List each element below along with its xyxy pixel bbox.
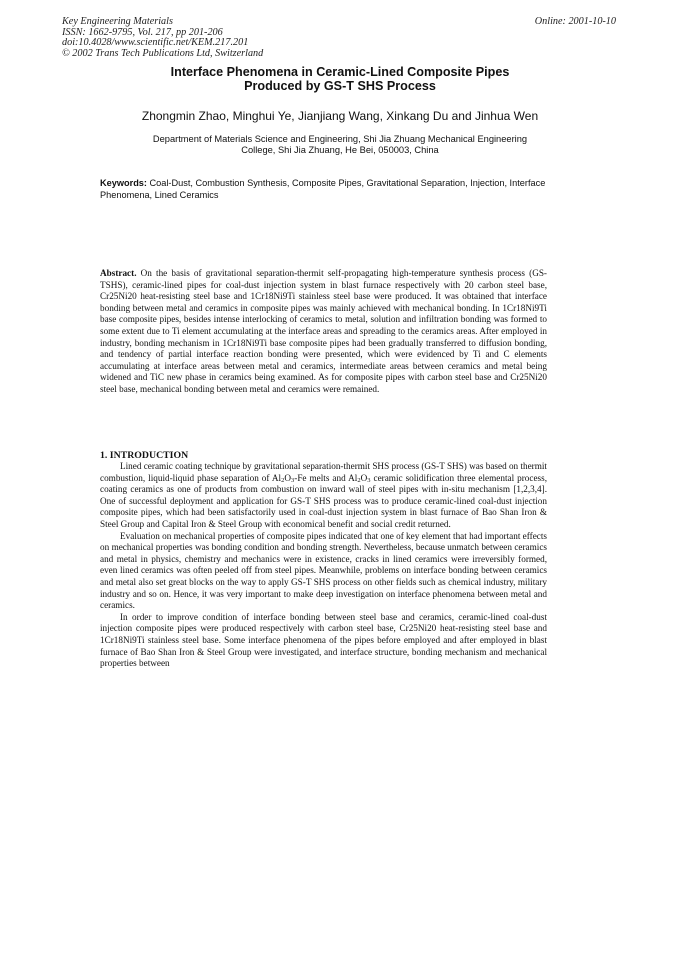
introduction-paragraph-2: Evaluation on mechanical properties of composite pipes indicated that one of key element that had important effects on mechanical properties was bonding condition and bonding strength. Nevertheless, because unmatch between ceramics and metal in physics, chemistry and mechanics were in existence, cracks in lined ceramics were irreversibly formed, even lined ceramics was often peeled off from steel pipes. Meanwhile, problems on interface bonding between ceramics and metal also set great blocks on the way to apply GS-T SHS process on other fields such as chemical industry, military industry and so on. Hence, it was very important to make deep investigation on interface phenomena between metal and ceramics. [100,530,547,611]
section-heading-introduction: 1. INTRODUCTION [100,450,189,461]
paper-title [62,65,618,93]
introduction-paragraph-3: In order to improve condition of interface bonding between steel base and ceramics, ceramic-lined coal-dust injection composite pipes were produced respectively with carbon steel base, Cr25Ni20 heat-resisting steel base and 1Cr18Ni9Ti stainless steel base. Some interface phenomena of the pipes before employed and after employed in blast furnace of Bao Shan Iron & Steel Group were investigated, and interface structure, bonding mechanism and mechanical properties between [100,611,547,669]
paper-title-line-1: Interface Phenomena in Ceramic-Lined Composite Pipes [170,65,510,79]
paper-title-line-2: Produced by GS-T SHS Process [244,79,436,93]
introduction-paragraph-1: Lined ceramic coating technique by gravitational separation-thermit SHS process (GS-T SHS) was based on thermit combustion, liquid-liquid phase separation of $Al_2O_3-Fe$ melts and $Al_2O_3$ ceramic solidification three elemental process, coating ceramics as one of products from combustion on inward wall of steel pipes with in-situ mechanism [1,2,3,4]. One of successful deployment and application for GS-T SHS process was to produce ceramic-lined coal-dust injection composite pipes, which had been satisfactorily used in coal-dust injection system in blast furnace of Bao Shan Iron & Steel Group and Capital Iron & Steel Group with economical benefit and social credit returned. [100,461,547,529]
author-list: Zhongmin Zhao, Minghui Ye, Jianjiang Wang, Xinkang Du and Jinhua Wen [141,109,539,123]
journal-doi[interactable]: doi:10.4028/www.scientific.net/KEM.217.201 [62,37,249,49]
keywords-label: Keywords: [100,178,147,188]
keywords-block [100,178,550,201]
abstract-label: Abstract. [100,268,137,278]
author-affiliation [62,134,618,156]
journal-name: Key Engineering Materials [62,16,173,27]
abstract-block [100,268,547,396]
online-date: Online: 2001-10-10 [534,16,616,27]
journal-issn: ISSN: 1662-9795, Vol. 217, pp 201-206 [62,26,223,38]
journal-copyright: © 2002 Trans Tech Publications Ltd, Switzerland [62,47,264,59]
abstract-text: On the basis of gravitational separation-thermit self-propagating high-temperature synthesis process (GS-TSHS), ceramic-lined pipes for coal-dust injection system in blast furnace respectively with 20 carbon steel base, Cr25Ni20 heat-resisting steel base and 1Cr18Ni9Ti stainless steel base were produced. It was obtained that interface bonding between metal and ceramics in composite pipes was mainly achieved with mechanical bonding. In 1Cr18Ni9Ti base composite pipes, besides intense interlocking of ceramics to metal, solution and infiltration bonding was formed to some extent due to Ti element accumulating at the interface areas and spreading to the ceramics areas. After employed in industry, bonding mechanism in 1Cr18Ni9Ti base composite pipes had been gradually transferred to diffusion bonding, and tendency of partial interface reaction bonding were presented, which were evidenced by Ti and C elements accumulating at interface areas between metal and ceramics, intermediate areas between ceramics and metal being widened and TiC new phase in ceramics being examined. As for composite pipes with carbon steel base and Cr25Ni20 steel base, mechanical bonding between metal and ceramics were remained. [100,268,547,394]
journal-masthead [62,17,263,59]
introduction-body [100,461,547,670]
affiliation-line-2: College, Shi Jia Zhuang, He Bei, 050003, China [241,145,439,156]
keywords-text: Coal-Dust, Combustion Synthesis, Composite Pipes, Gravitational Separation, Injection, Interface Phenomena, Lined Ceramics [100,178,546,200]
affiliation-line-1: Department of Materials Science and Engineering, Shi Jia Zhuang Mechanical Engineering [152,134,528,144]
